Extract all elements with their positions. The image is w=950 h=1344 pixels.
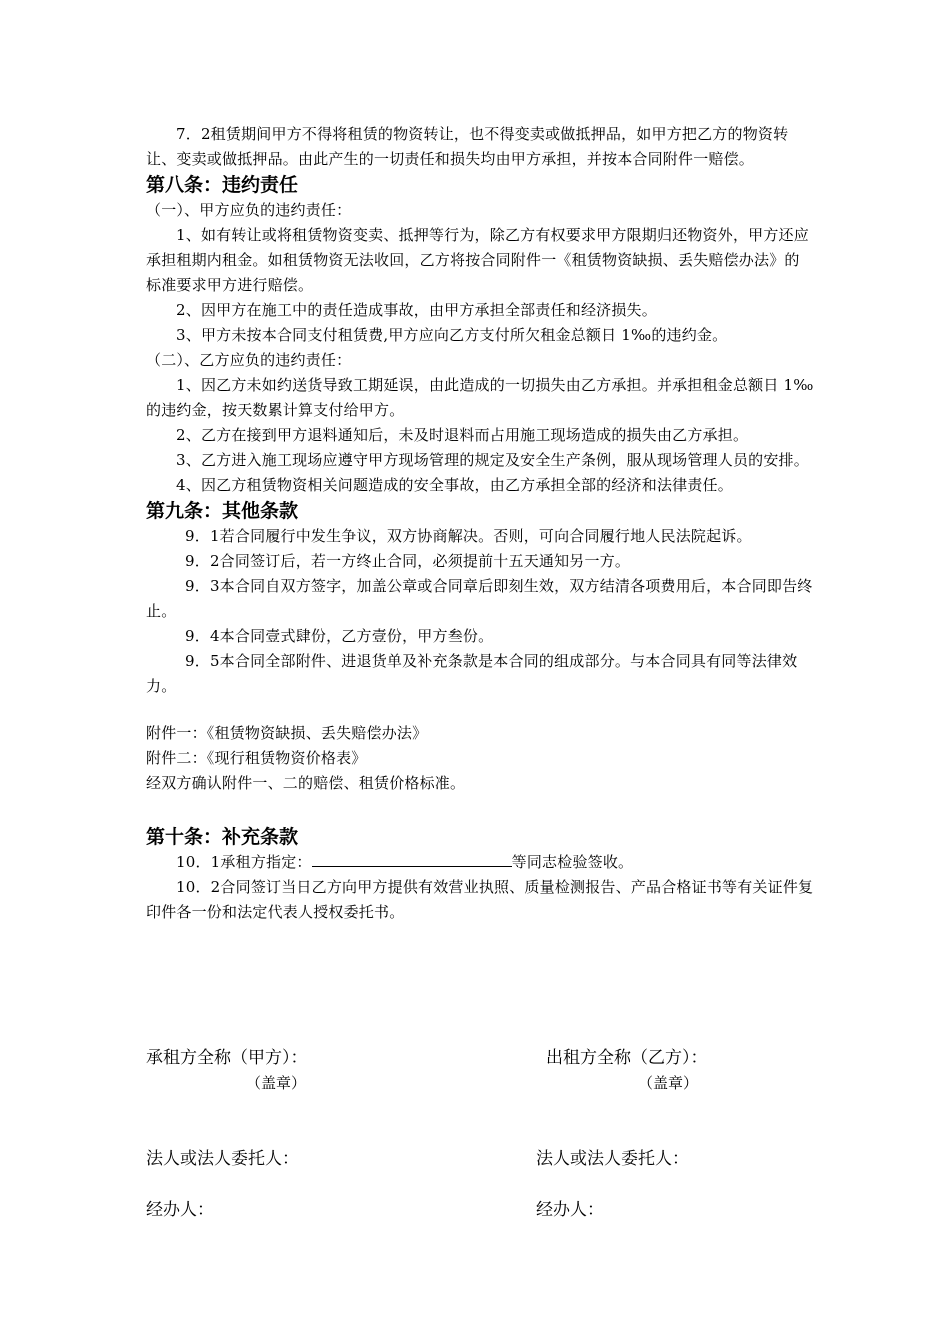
attachment-2: 附件二：《现行租赁物资价格表》 bbox=[146, 749, 367, 767]
party-b-liability-heading: （二）、乙方应负的违约责任： bbox=[146, 351, 352, 369]
clause-9-1: 9．1若合同履行中发生争议，双方协商解决。否则，可向合同履行地人民法院起诉。 bbox=[185, 527, 752, 545]
clause-10-2: 10．2合同签订当日乙方向甲方提供有效营业执照、质量检测报告、产品合格证书等有关证件复印件各一份和法定代表人授权委托书。 bbox=[146, 878, 814, 921]
clause-9-5: 9．5本合同全部附件、进退货单及补充条款是本合同的组成部分。与本合同具有同等法律效力。 bbox=[146, 652, 798, 695]
lessor-legal-rep-label: 法人或法人委托人： bbox=[536, 1149, 689, 1169]
clause-10-1 bbox=[146, 850, 814, 875]
lessee-seal-label: （盖章） bbox=[246, 1074, 307, 1092]
spacer bbox=[146, 699, 814, 721]
lessor-seal-label: （盖章） bbox=[638, 1074, 699, 1092]
clause-9-3: 9．3本合同自双方签字，加盖公章或合同章后即刻生效，双方结清各项费用后，本合同即告终止。 bbox=[146, 577, 813, 620]
party-a-liability-heading: （一）、甲方应负的违约责任： bbox=[146, 201, 352, 219]
lessor-handler-label: 经办人： bbox=[536, 1200, 604, 1220]
party-b-clause-4: 4、因乙方租赁物资相关问题造成的安全事故，由乙方承担全部的经济和法律责任。 bbox=[176, 476, 733, 494]
attachment-1: 附件一：《租赁物资缺损、丢失赔偿办法》 bbox=[146, 724, 428, 742]
lessee-handler-label: 经办人： bbox=[146, 1200, 214, 1220]
clause-7-2: 7．2租赁期间甲方不得将租赁的物资转让，也不得变卖或做抵押品，如甲方把乙方的物资转让、变卖或做抵押品。由此产生的一切责任和损失均由甲方承担，并按本合同附件一赔偿。 bbox=[146, 125, 789, 168]
clause-10-1-suffix: 等同志检验签收。 bbox=[511, 853, 634, 871]
article-8-title: 第八条：违约责任 bbox=[146, 174, 299, 196]
party-b-clause-1: 1、因乙方未如约送货导致工期延误，由此造成的一切损失由乙方承担。并承担租金总额日 1‰的违约金，按天数累计算支付给甲方。 bbox=[146, 376, 814, 419]
designee-blank-line[interactable] bbox=[312, 852, 512, 867]
lessor-name-label: 出租方全称（乙方）： bbox=[546, 1048, 708, 1068]
contract-body bbox=[146, 122, 814, 925]
article-9-title: 第九条：其他条款 bbox=[146, 500, 299, 522]
party-b-clause-3: 3、乙方进入施工现场应遵守甲方现场管理的规定及安全生产条例，服从现场管理人员的安排。 bbox=[176, 451, 809, 469]
party-a-clause-1: 1、如有转让或将租赁物资变卖、抵押等行为，除乙方有权要求甲方限期归还物资外，甲方还应承担租期内租金。如租赁物资无法收回，乙方将按合同附件一《租赁物资缺损、丢失赔偿办法》的标准要求甲方进行赔偿。 bbox=[146, 226, 809, 294]
lessee-legal-rep-label: 法人或法人委托人： bbox=[146, 1149, 299, 1169]
clause-9-4: 9．4本合同壹式肆份，乙方壹份，甲方叁份。 bbox=[185, 627, 494, 645]
clause-10-1-prefix: 10．1承租方指定： bbox=[176, 853, 312, 871]
attachment-confirmation: 经双方确认附件一、二的赔偿、租赁价格标准。 bbox=[146, 774, 466, 792]
party-a-clause-3: 3、甲方未按本合同支付租赁费,甲方应向乙方支付所欠租金总额日 1‰的违约金。 bbox=[176, 326, 728, 344]
clause-9-2: 9．2合同签订后，若一方终止合同，必须提前十五天通知另一方。 bbox=[185, 552, 631, 570]
article-10-title: 第十条：补充条款 bbox=[146, 826, 299, 848]
party-b-clause-2: 2、乙方在接到甲方退料通知后，未及时退料而占用施工现场造成的损失由乙方承担。 bbox=[176, 426, 749, 444]
lessee-name-label: 承租方全称（甲方）： bbox=[146, 1048, 308, 1068]
party-a-clause-2: 2、因甲方在施工中的责任造成事故，由甲方承担全部责任和经济损失。 bbox=[176, 301, 657, 319]
spacer bbox=[146, 796, 814, 824]
